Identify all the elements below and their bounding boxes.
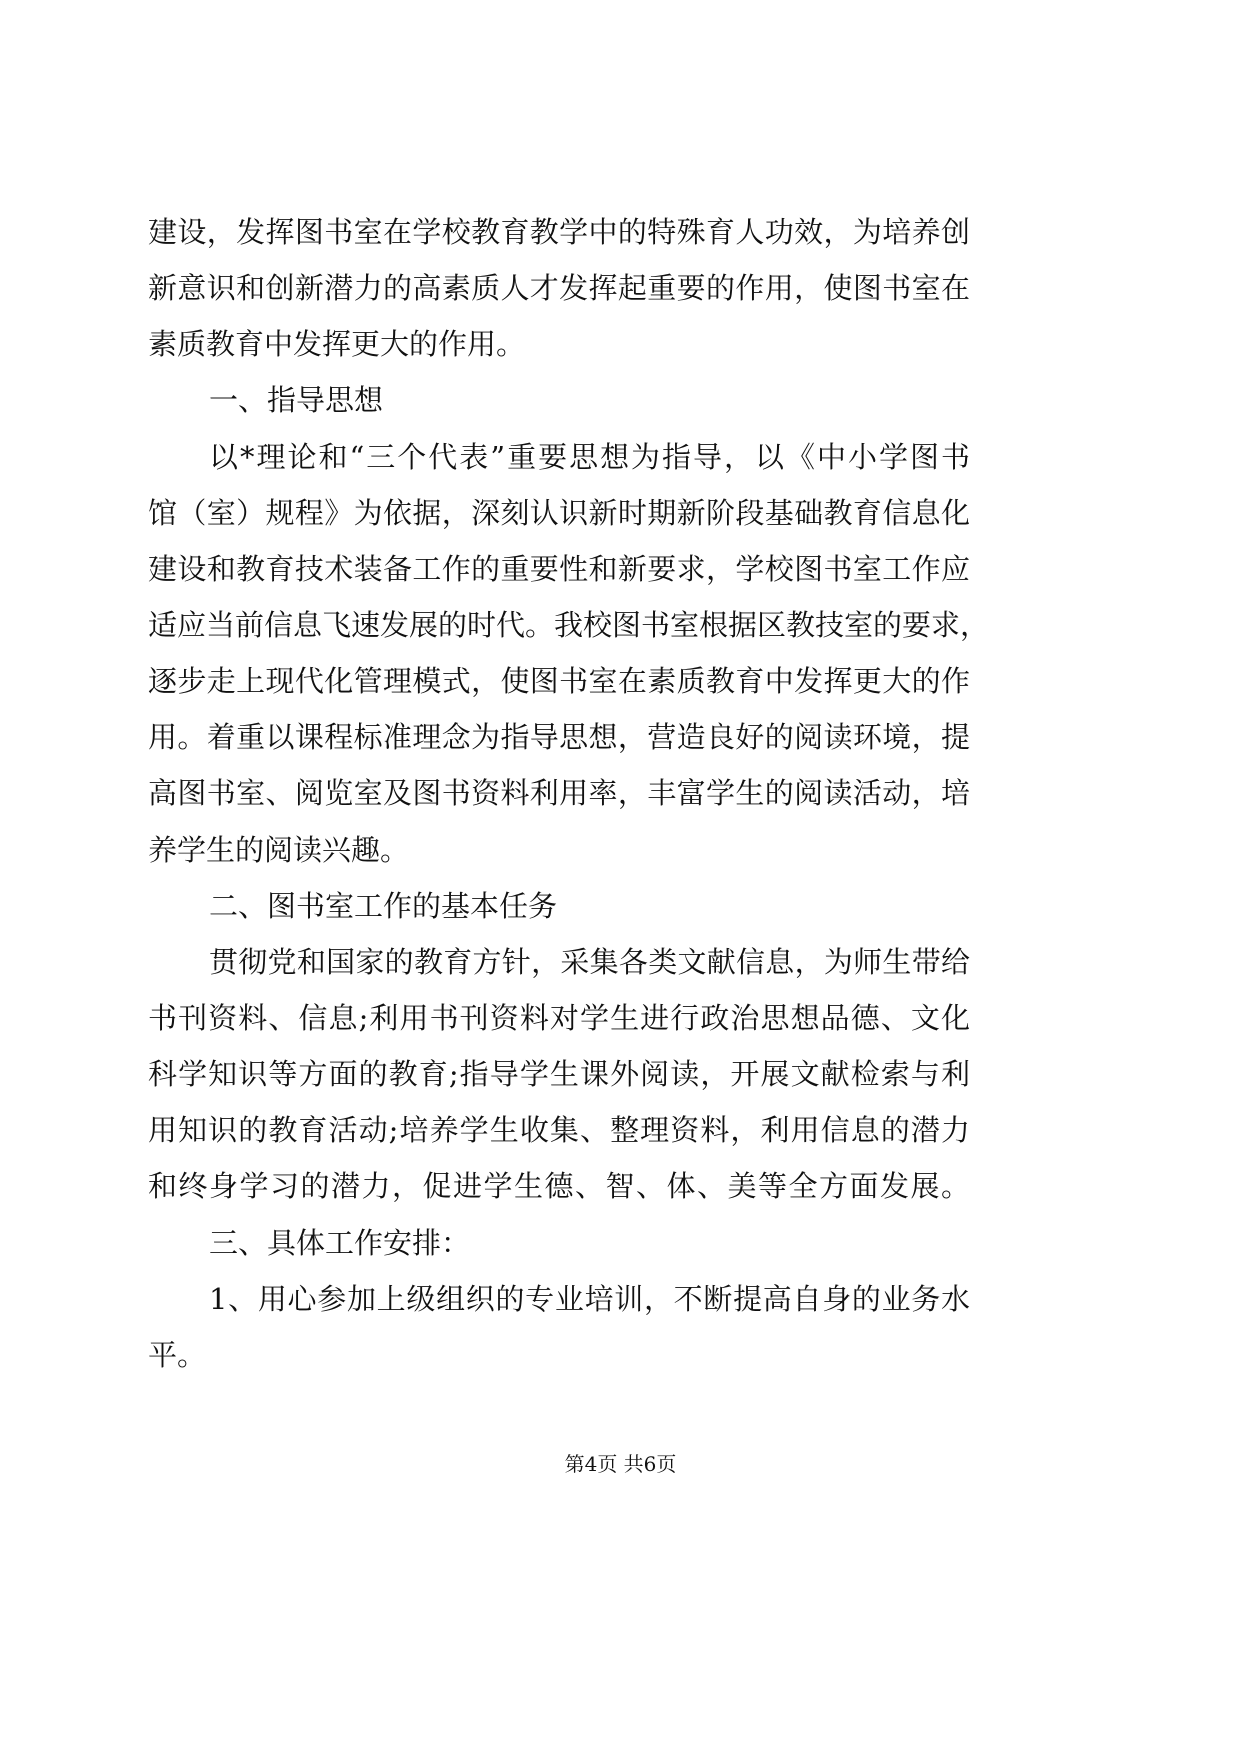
text-line: 书刊资料、信息;利用书刊资料对学生进行政治思想品德、文化 [148,1000,970,1035]
text-line: 馆（室）规程》为依据，深刻认识新时期新阶段基础教育信息化 [148,495,970,530]
text-line: 平。 [148,1337,207,1372]
text-line: 养学生的阅读兴趣。 [148,832,410,867]
text-line: 和终身学习的潜力，促进学生德、智、体、美等全方面发展。 [148,1169,970,1204]
text-line: 科学知识等方面的教育;指导学生课外阅读，开展文献检索与利 [148,1057,970,1092]
text-line: 适应当前信息飞速发展的时代。我校图书室根据区教技室的要求， [148,607,990,642]
text-line: 用知识的教育活动;培养学生收集、整理资料，利用信息的潜力 [148,1113,970,1148]
text-line: 一、指导思想 [209,383,384,418]
page-footer: 第4页 共6页 [564,1452,677,1476]
text-line: 素质教育中发挥更大的作用。 [148,327,526,362]
text-line: 建设，发挥图书室在学校教育教学中的特殊育人功效，为培养创 [148,215,970,249]
text-line: 二、图书室工作的基本任务 [209,888,558,923]
text-line: 建设和教育技术装备工作的重要性和新要求，学校图书室工作应 [148,551,970,586]
text-line: 高图书室、阅览室及图书资料利用率，丰富学生的阅读活动，培 [148,776,970,811]
text-line: 新意识和创新潜力的高素质人才发挥起重要的作用，使图书室在 [148,271,970,306]
text-line: 1、用心参加上级组织的专业培训，不断提高自身的业务水 [209,1281,970,1316]
text-line: 用。着重以课程标准理念为指导思想，营造良好的阅读环境，提 [148,720,970,755]
text-line: 逐步走上现代化管理模式，使图书室在素质教育中发挥更大的作 [148,664,970,699]
text-line: 三、具体工作安排： [209,1225,471,1260]
text-line: 以*理论和“三个代表”重要思想为指导，以《中小学图书 [209,439,970,474]
document-body [148,204,990,1383]
text-line: 贯彻党和国家的教育方针，采集各类文献信息，为师生带给 [209,944,970,979]
